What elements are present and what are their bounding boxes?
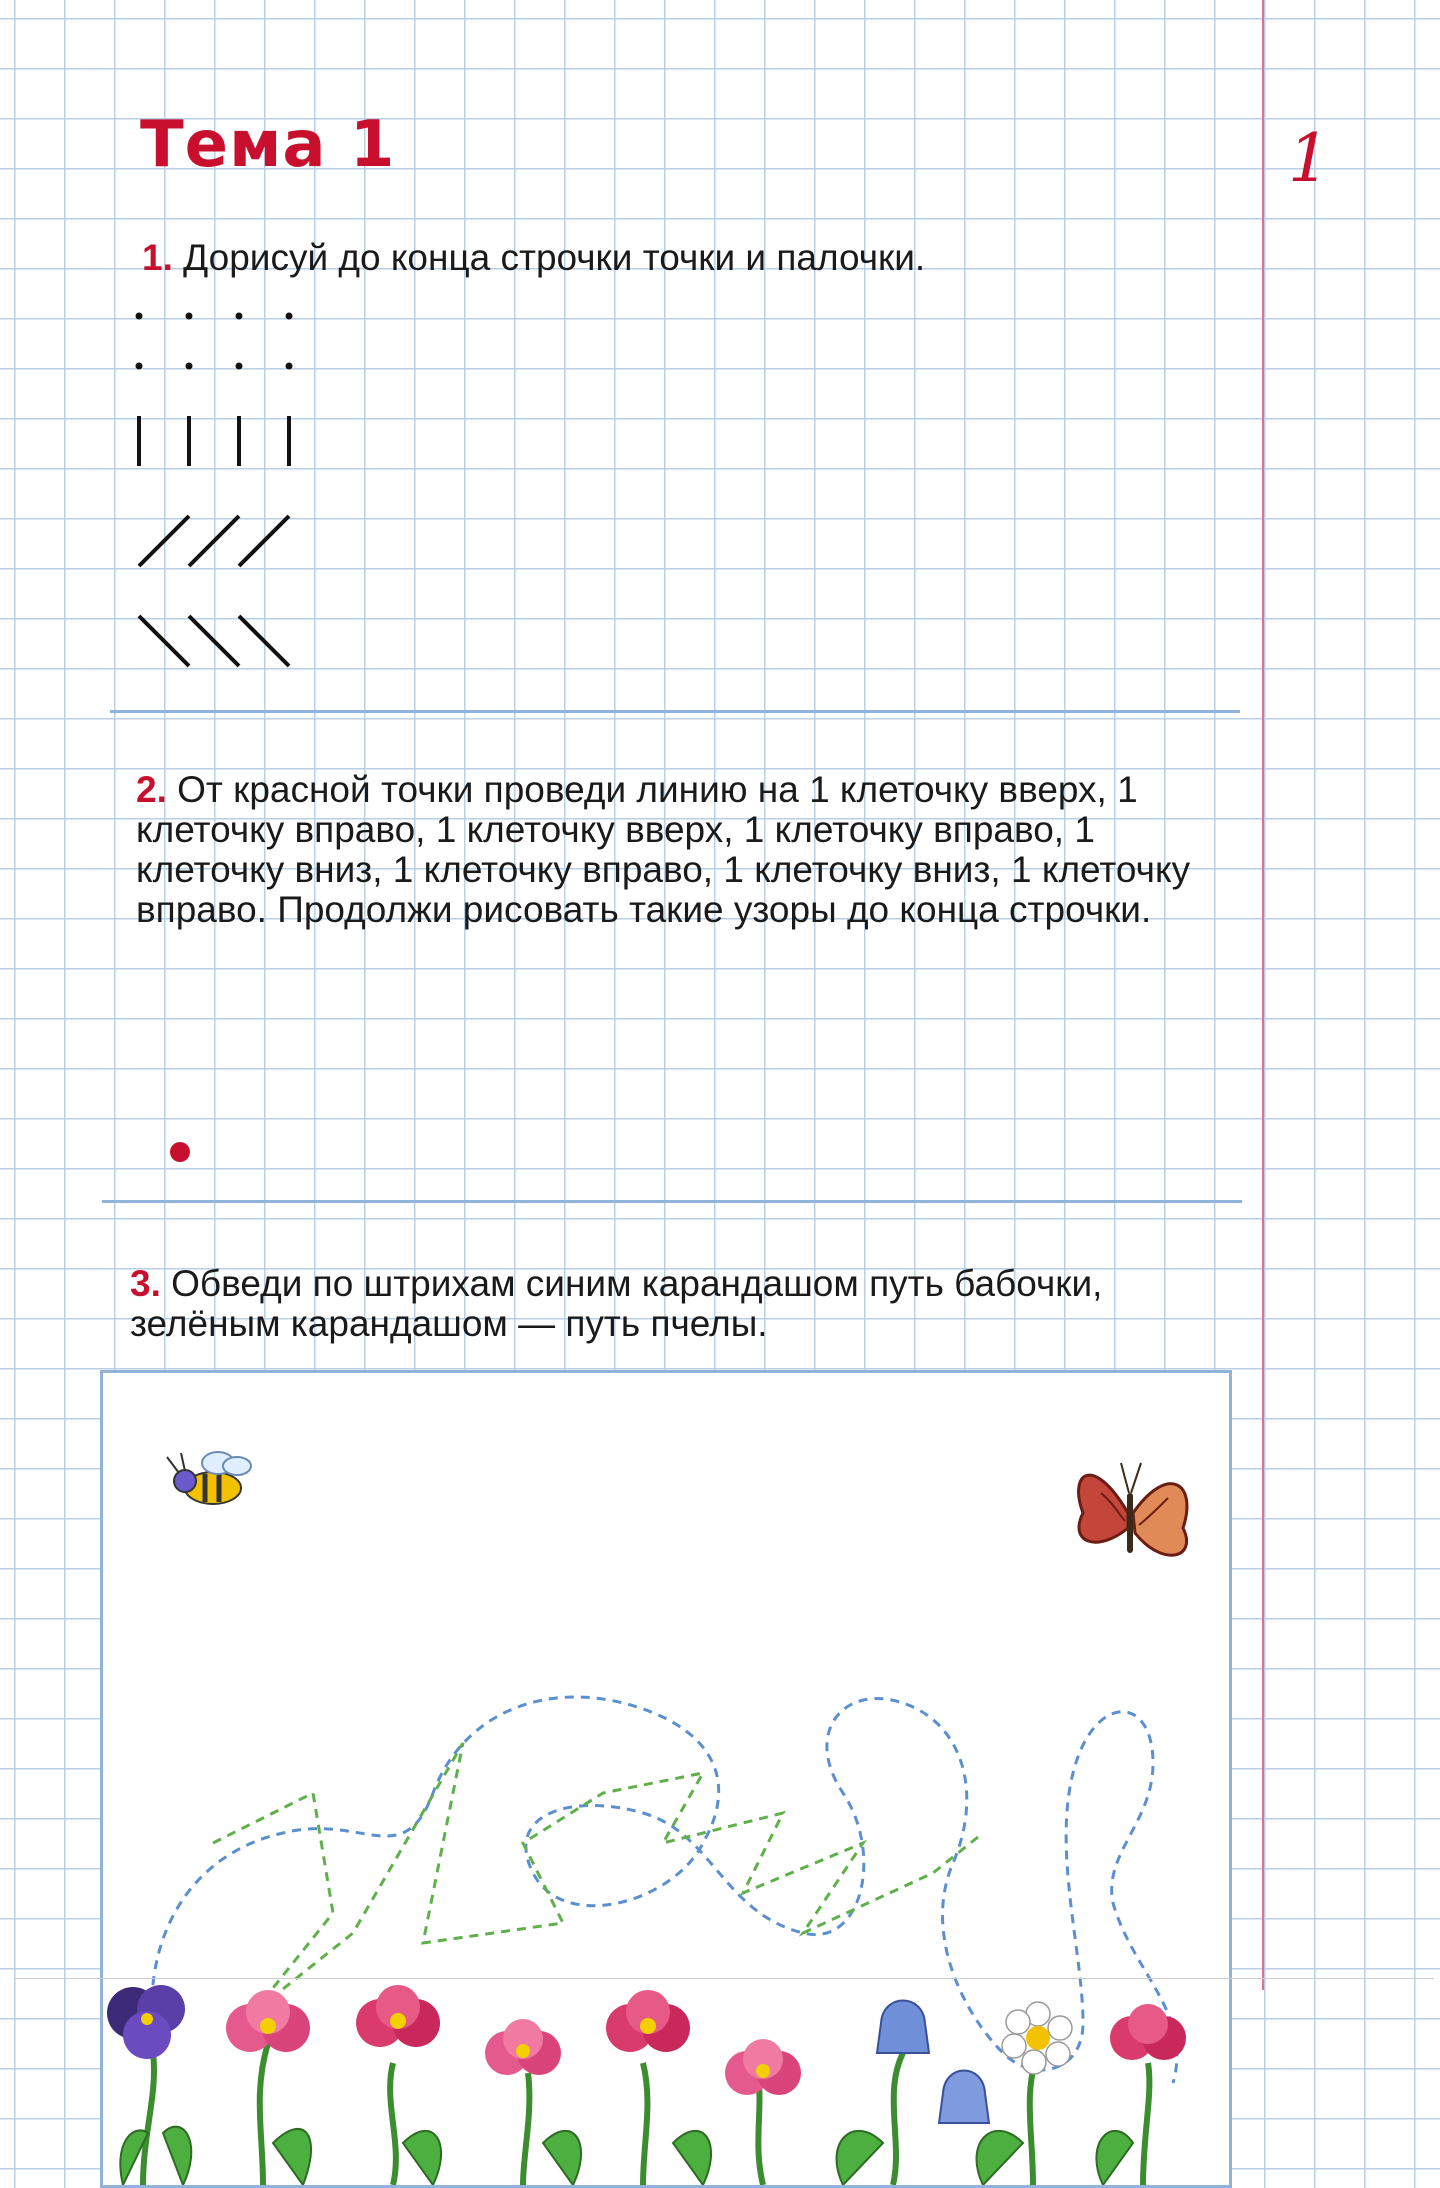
paths-illustration <box>103 1373 1229 2185</box>
paths-picture <box>100 1370 1232 2188</box>
red-start-dot <box>170 1142 190 1162</box>
poppy-flower-3 <box>485 2019 561 2075</box>
pansy-flower <box>107 1985 185 2059</box>
daisy-flower <box>1002 2002 1072 2074</box>
task-1-text: Дорисуй до конца строчки точки и палочки. <box>183 237 926 278</box>
vertical-sticks <box>139 416 289 466</box>
carnation-flower <box>1110 2004 1186 2060</box>
dot-row-1 <box>136 313 293 320</box>
butterfly-icon <box>1079 1463 1187 1555</box>
poppy-flower-1 <box>226 1990 310 2052</box>
poppy-flower-5 <box>725 2039 801 2095</box>
forward-slashes <box>139 516 289 566</box>
task-2-text: От красной точки проведи линию на 1 клеточку вверх, 1 клеточку вправо, 1 клеточку вверх, 1 клеточку вправо, 1 клеточку вниз, 1 клеточку вправо, 1 клеточку вниз, 1 клеточку вправо. Продолжи рисовать такие узоры до конца строчки. <box>136 769 1191 930</box>
task-3-number: 3. <box>130 1263 161 1304</box>
flowers-row <box>107 1985 1186 2185</box>
task-2-number: 2. <box>136 769 167 810</box>
separator-1 <box>110 710 1240 713</box>
page-title: Тема 1 <box>140 108 396 182</box>
task-3 <box>130 1264 1240 1344</box>
bee-icon <box>167 1452 251 1504</box>
leaves <box>120 2127 1133 2185</box>
back-slashes <box>139 616 289 666</box>
task-3-text: Обведи по штрихам синим карандашом путь бабочки, зелёным карандашом — путь пчелы. <box>130 1263 1103 1344</box>
task-2 <box>136 770 1236 930</box>
poppy-flower-4 <box>606 1990 690 2052</box>
task-1-number: 1. <box>142 237 173 278</box>
page-bottom-edge <box>14 1978 1434 1979</box>
page-number: 1 <box>1288 120 1330 197</box>
separator-2 <box>102 1200 1242 1203</box>
poppy-flower-2 <box>356 1985 440 2047</box>
bee-path <box>213 1743 983 2013</box>
dot-row-2 <box>136 363 293 370</box>
